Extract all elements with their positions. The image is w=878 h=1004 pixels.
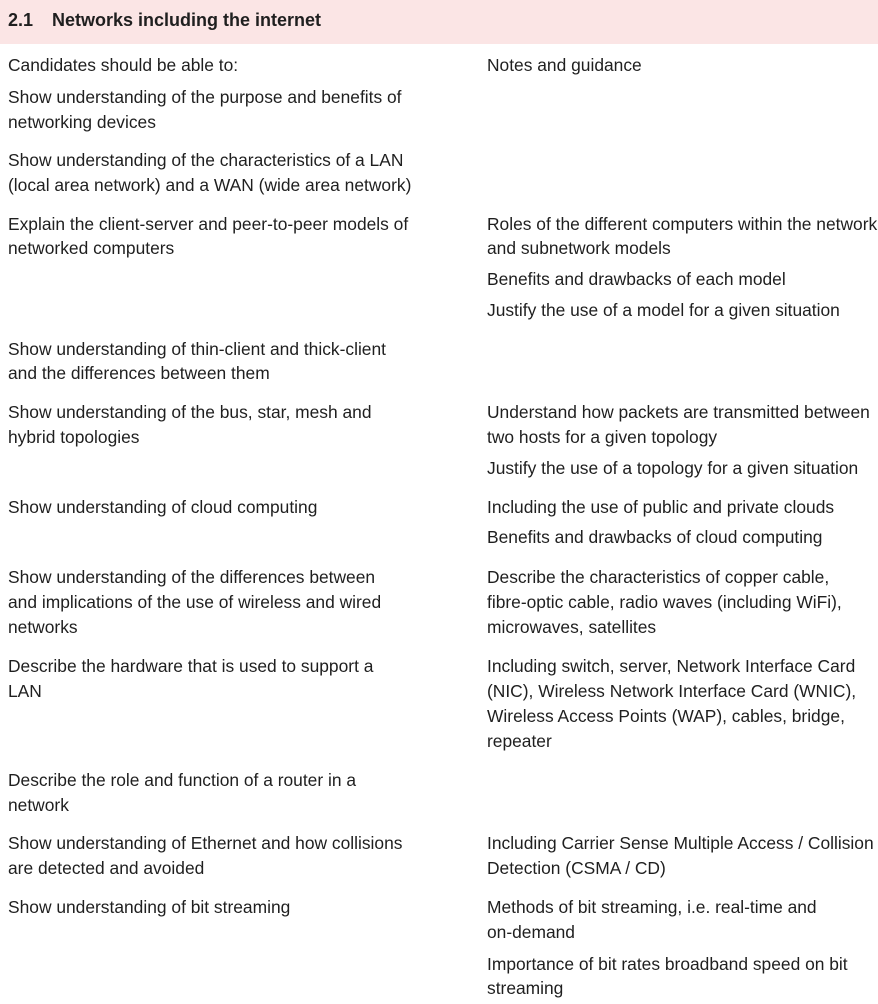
guidance-line: Justify the use of a topology for a given situation: [487, 458, 859, 478]
objective-line: networked computers: [8, 238, 175, 258]
right-column-heading: Notes and guidance: [487, 55, 642, 75]
objective-line: (local area network) and a WAN (wide area network): [8, 175, 412, 195]
guidance-line: Detection (CSMA / CD): [487, 858, 666, 878]
objective-line: Show understanding of Ethernet and how collisions: [8, 833, 403, 853]
guidance-line: (NIC), Wireless Network Interface Card (WNIC),: [487, 681, 857, 701]
section-number: 2.1: [8, 10, 34, 30]
objective-line: network: [8, 795, 69, 815]
objective-line: hybrid topologies: [8, 427, 140, 447]
objective-line: Show understanding of thin-client and thick-client: [8, 339, 386, 359]
guidance-line: Benefits and drawbacks of cloud computing: [487, 527, 823, 547]
left-column-heading: Candidates should be able to:: [8, 55, 239, 75]
objective-line: LAN: [8, 681, 42, 701]
objective-line: networking devices: [8, 112, 156, 132]
objective-line: and the differences between them: [8, 363, 270, 383]
guidance-line: Including the use of public and private clouds: [487, 497, 835, 517]
guidance-line: and subnetwork models: [487, 238, 671, 258]
guidance-line: repeater: [487, 731, 552, 751]
objective-line: and implications of the use of wireless and wired: [8, 592, 382, 612]
guidance-line: Describe the characteristics of copper cable,: [487, 567, 830, 587]
guidance-line: microwaves, satellites: [487, 617, 657, 637]
objective-line: Describe the role and function of a router in a: [8, 770, 357, 790]
guidance-line: Importance of bit rates broadband speed on bit: [487, 954, 848, 974]
objective-line: networks: [8, 617, 78, 637]
section-header-band: [0, 0, 878, 44]
guidance-line: Benefits and drawbacks of each model: [487, 269, 786, 289]
guidance-line: Justify the use of a model for a given situation: [487, 300, 840, 320]
guidance-line: streaming: [487, 978, 564, 998]
objective-line: Show understanding of the characteristics of a LAN: [8, 150, 404, 170]
section-title: [8, 8, 321, 33]
section-title-text: Networks including the internet: [52, 10, 322, 30]
guidance-line: Including switch, server, Network Interface Card: [487, 656, 856, 676]
objective-line: Show understanding of the bus, star, mesh and: [8, 402, 372, 422]
guidance-line: fibre-optic cable, radio waves (including WiFi),: [487, 592, 842, 612]
objective-line: Show understanding of the differences between: [8, 567, 376, 587]
guidance-line: Roles of the different computers within the network: [487, 214, 878, 234]
guidance-line: Methods of bit streaming, i.e. real-time and: [487, 897, 817, 917]
objective-line: Show understanding of cloud computing: [8, 497, 318, 517]
objective-line: Show understanding of the purpose and benefits of: [8, 87, 402, 107]
guidance-line: on-demand: [487, 922, 575, 942]
guidance-line: two hosts for a given topology: [487, 427, 718, 447]
objective-line: Explain the client-server and peer-to-peer models of: [8, 214, 409, 234]
objective-line: Show understanding of bit streaming: [8, 897, 291, 917]
guidance-line: Wireless Access Points (WAP), cables, bridge,: [487, 706, 845, 726]
objective-line: Describe the hardware that is used to support a: [8, 656, 374, 676]
objective-line: are detected and avoided: [8, 858, 205, 878]
guidance-line: Including Carrier Sense Multiple Access / Collision: [487, 833, 874, 853]
guidance-line: Understand how packets are transmitted between: [487, 402, 870, 422]
